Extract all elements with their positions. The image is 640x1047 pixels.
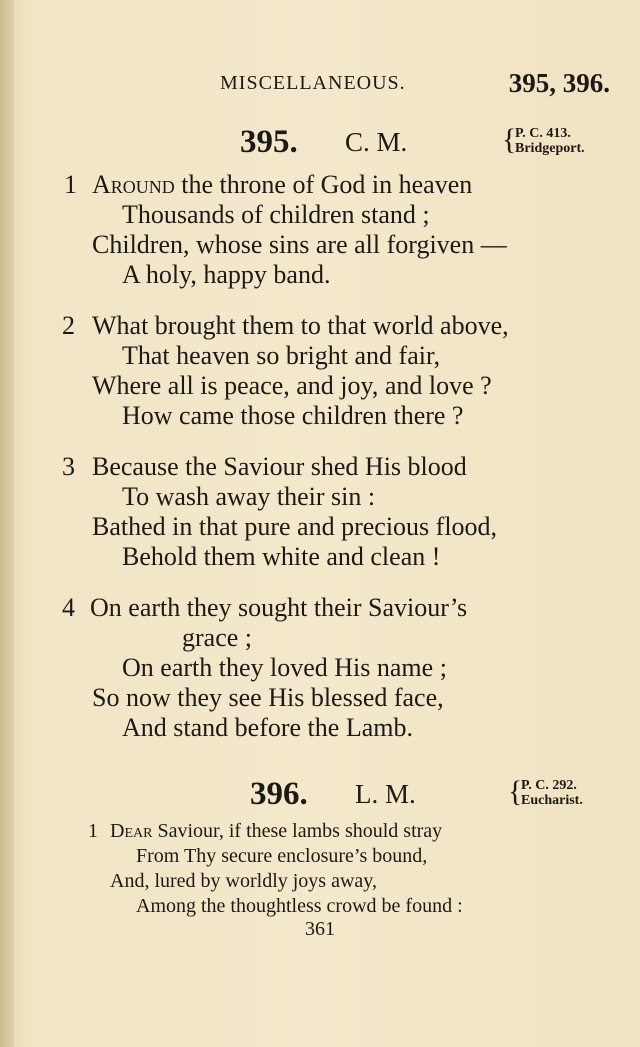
first-word: Around (92, 170, 175, 199)
hymn-number: 396. (250, 776, 308, 812)
stanza-number: 1 (88, 820, 98, 842)
tune-reference (515, 126, 585, 156)
verse-line: Children, whose sins are all forgiven — (92, 230, 507, 259)
verse-line: That heaven so bright and fair, (122, 341, 441, 370)
verse-line: Bathed in that pure and precious flood, (92, 512, 498, 541)
stanza-number: 1 (64, 170, 77, 199)
verse-line: Where all is peace, and joy, and love ? (92, 371, 492, 400)
verse-line: On earth they loved His name ; (122, 653, 447, 682)
tune-ref-number: P. C. 292. (521, 778, 577, 793)
verse-line: Because the Saviour shed His blood (92, 452, 467, 481)
stanza-number: 2 (62, 311, 75, 340)
hymn-meter: L. M. (355, 779, 416, 809)
page-number: 361 (305, 918, 335, 940)
tune-name: Bridgeport. (515, 141, 585, 156)
tune-name: Eucharist. (521, 793, 583, 808)
verse-line: What brought them to that world above, (92, 311, 509, 340)
stanza-number: 3 (62, 452, 75, 481)
tune-ref-number: P. C. 413. (515, 126, 571, 141)
page-gutter (0, 0, 14, 1047)
brace-icon: { (508, 775, 523, 808)
verse-line: How came those children there ? (122, 401, 464, 430)
tune-reference (521, 778, 583, 808)
hymn-395-heading (240, 124, 615, 164)
stanza-number: 4 (62, 593, 75, 622)
verse-line: A holy, happy band. (122, 260, 331, 289)
hymn-396-heading (250, 776, 615, 816)
verse-line: Behold them white and clean ! (122, 542, 441, 571)
hymn-range: 395, 396. (508, 68, 610, 98)
verse-line: And, lured by worldly joys away, (110, 870, 377, 892)
verse-line: grace ; (182, 623, 253, 652)
section-title: MISCELLANEOUS. (220, 72, 406, 94)
verse-line: From Thy secure enclosure’s bound, (136, 845, 428, 867)
verse-line: On earth they sought their Saviour’s (90, 593, 468, 622)
verse-line: Thousands of children stand ; (122, 200, 430, 229)
verse-line: Dear Saviour, if these lambs should stray (110, 820, 443, 842)
hymn-meter: C. M. (345, 127, 408, 157)
verse-line: Among the thoughtless crowd be found : (136, 895, 463, 917)
hymn-number: 395. (240, 124, 298, 160)
verse-line: So now they see His blessed face, (92, 683, 444, 712)
verse-line: And stand before the Lamb. (122, 713, 413, 742)
brace-icon: { (502, 123, 517, 156)
verse-line: To wash away their sin : (122, 482, 376, 511)
running-head (220, 68, 610, 102)
first-word: Dear (110, 820, 153, 842)
verse-line: Around the throne of God in heaven (92, 170, 473, 199)
